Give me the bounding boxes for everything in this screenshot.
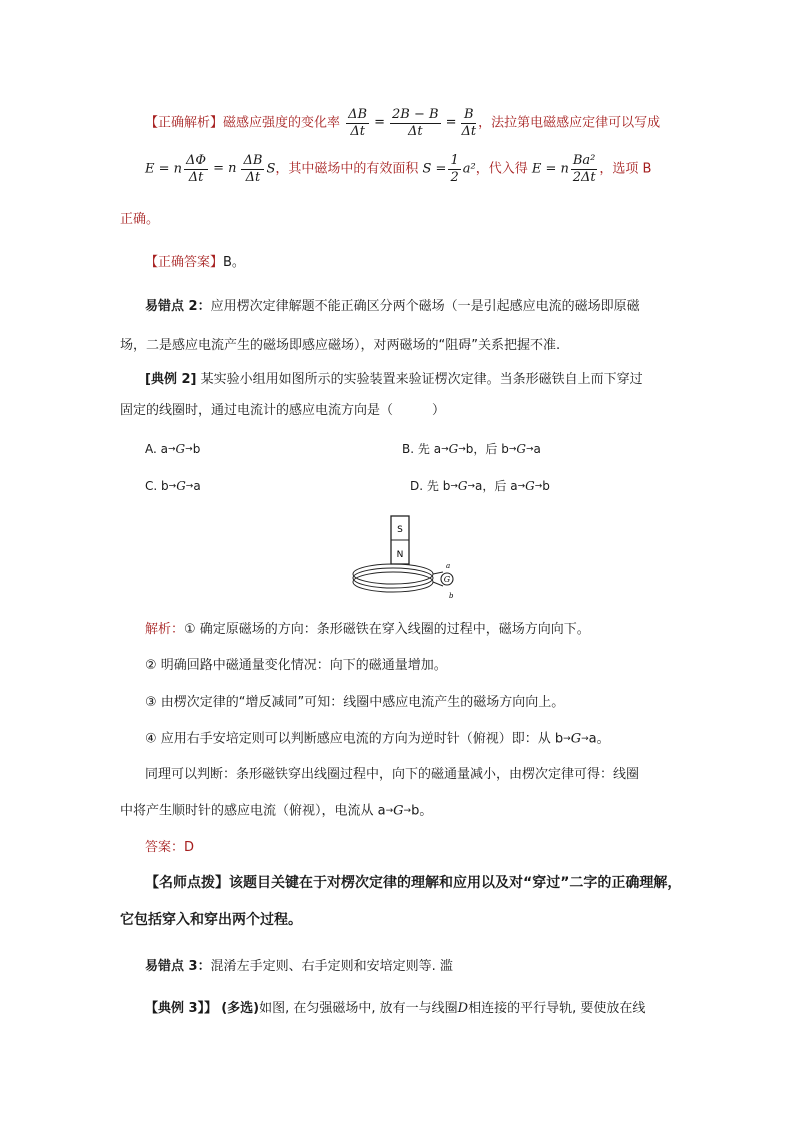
analysis-label: 【正确解析】 bbox=[145, 115, 224, 131]
tip-line-2: 它包括穿入和穿出两个过程。 bbox=[120, 912, 302, 928]
example2-line-2: 固定的线圈时，通过电流计的感应电流方向是（ ） bbox=[120, 403, 446, 418]
area-lhs: S = bbox=[422, 161, 447, 177]
rate-fraction-2: $\frac{2B - B}{\Delta t}$ bbox=[392, 106, 439, 139]
option-a: A. a→G→b bbox=[145, 442, 201, 456]
example3-text-a: 如图, 在匀强磁场中, 放有一与线圈 bbox=[259, 1001, 458, 1016]
solution-reasoning-1: 同理可以判断：条形磁铁穿出线圈过程中，向下的磁通量减小，由楞次定律可得：线圈 bbox=[145, 767, 640, 782]
correct-answer-line bbox=[145, 253, 245, 273]
coil-turn bbox=[353, 572, 433, 592]
result-lhs: E = n bbox=[531, 161, 569, 177]
point3-label: 易错点 3： bbox=[145, 959, 211, 974]
analysis-line-2: E = n $\frac{\Delta\Phi}{\Delta t}$ = n $\frac{\Delta B}{\Delta t}$ S，其中磁场中的有效面积 S = $\frac{1}{2}$ a²，代入得 E = n $\frac{\text{Ba²}}{2\Delta t}$ ，选项 B bbox=[145, 152, 652, 185]
solution-step-4: ④ 应用右手安培定则可以判断感应电流的方向为逆时针（俯视）即：从 b→G→a。 bbox=[145, 731, 610, 747]
analysis-option-text: ，选项 B bbox=[599, 161, 652, 177]
faraday-fraction-1: $\frac{\Delta\Phi}{\Delta t}$ bbox=[186, 152, 207, 185]
solution-step-3: ③ 由楞次定律的“增反减同”可知：线圈中感应电流产生的磁场方向向上。 bbox=[145, 695, 565, 710]
solution-reasoning-2: 中将产生顺时针的感应电流（俯视），电流从 a→G→b。 bbox=[120, 803, 433, 819]
example3-italic: D bbox=[457, 1001, 469, 1016]
example3-label: 【典例 3】】 bbox=[145, 1001, 218, 1016]
analysis-line-1: 【正确解析】磁感应强度的变化率 $\frac{\Delta B}{\Delta t}$ = $\frac{2B - B}{\Delta t}$ = $\frac{B}{\Delta t}$ ，法拉第电磁感应定律可以写成 bbox=[145, 106, 661, 139]
area-fraction: $\frac{1}{2}$ bbox=[450, 152, 459, 185]
correct-answer-value: B。 bbox=[223, 255, 245, 270]
correct-answer-label: 【正确答案】 bbox=[145, 255, 224, 270]
option-b: B. 先 a→G→b，后 b→G→a bbox=[402, 442, 541, 456]
faraday-lhs: E = n bbox=[145, 161, 183, 177]
rate-fraction-3: $\frac{B}{\Delta t}$ bbox=[461, 106, 477, 139]
analysis-substitute-text: ，代入得 bbox=[475, 161, 528, 177]
solution-step-1-text: ① 确定原磁场的方向：条形磁铁在穿入线圈的过程中，磁场方向向下。 bbox=[184, 622, 590, 637]
coil-turn bbox=[353, 564, 433, 584]
magnet-s-pole: S bbox=[397, 525, 403, 535]
tip-line-1 bbox=[145, 873, 681, 893]
rate-fraction-1: $\frac{\Delta B}{\Delta t}$ bbox=[348, 106, 368, 139]
tip-label: 【名师点拨】 bbox=[145, 875, 229, 891]
example2-text-1: 某实验小组用如图所示的实验装置来验证楞次定律。当条形磁铁自上而下穿过 bbox=[200, 372, 643, 387]
analysis-intro: 磁感应强度的变化率 bbox=[223, 115, 341, 131]
option-d: D. 先 b→G→a，后 a→G→b bbox=[410, 479, 550, 493]
point3-text: 混淆左手定则、右手定则和安培定则等. 滥 bbox=[210, 959, 453, 974]
galvanometer-label: G bbox=[443, 575, 451, 584]
point2-label: 易错点 2： bbox=[145, 299, 211, 314]
solution-answer: 答案：D bbox=[145, 840, 195, 855]
coil-turn bbox=[353, 568, 433, 588]
magnet-n-pole: N bbox=[396, 550, 404, 560]
tip-text-1: 该题目关键在于对楞次定律的理解和应用以及对“穿过”二字的正确理解， bbox=[229, 875, 682, 891]
solution-step-2: ② 明确回路中磁通量变化情况：向下的磁通量增加。 bbox=[145, 658, 447, 673]
example2-label: [典例 2] bbox=[145, 372, 197, 387]
example3-text-b: 相连接的平行导轨, 要使放在线 bbox=[468, 1001, 646, 1016]
terminal-a-label: a bbox=[446, 562, 451, 570]
point3-line bbox=[145, 957, 453, 977]
faraday-fraction-2: $\frac{\Delta B}{\Delta t}$ bbox=[243, 152, 263, 185]
option-c: C. b→G→a bbox=[145, 479, 201, 493]
example2-line-1 bbox=[145, 370, 643, 390]
analysis-line-3: 正确。 bbox=[120, 212, 160, 227]
point2-text-1: 应用楞次定律解题不能正确区分两个磁场（一是引起感应电流的磁场即原磁 bbox=[210, 299, 640, 314]
example3-tag: (多选) bbox=[221, 1001, 260, 1016]
result-fraction: $\frac{\text{Ba²}}{2\Delta t}$ bbox=[572, 152, 596, 185]
analysis-area-text: ，其中磁场中的有效面积 bbox=[275, 161, 419, 177]
analysis-after-rate: ，法拉第电磁感应定律可以写成 bbox=[478, 115, 661, 131]
point2-line-1 bbox=[145, 297, 640, 317]
example3-line bbox=[145, 999, 645, 1019]
point2-line-2: 场，二是感应电流产生的磁场即感应磁场），对两磁场的“阻碍”关系把握不准. bbox=[120, 338, 561, 353]
solution-step-1: 解析：① 确定原磁场的方向：条形磁铁在穿入线圈的过程中，磁场方向向下。 bbox=[145, 622, 590, 637]
magnet-coil-figure bbox=[345, 512, 465, 604]
terminal-b-label: b bbox=[449, 592, 454, 600]
